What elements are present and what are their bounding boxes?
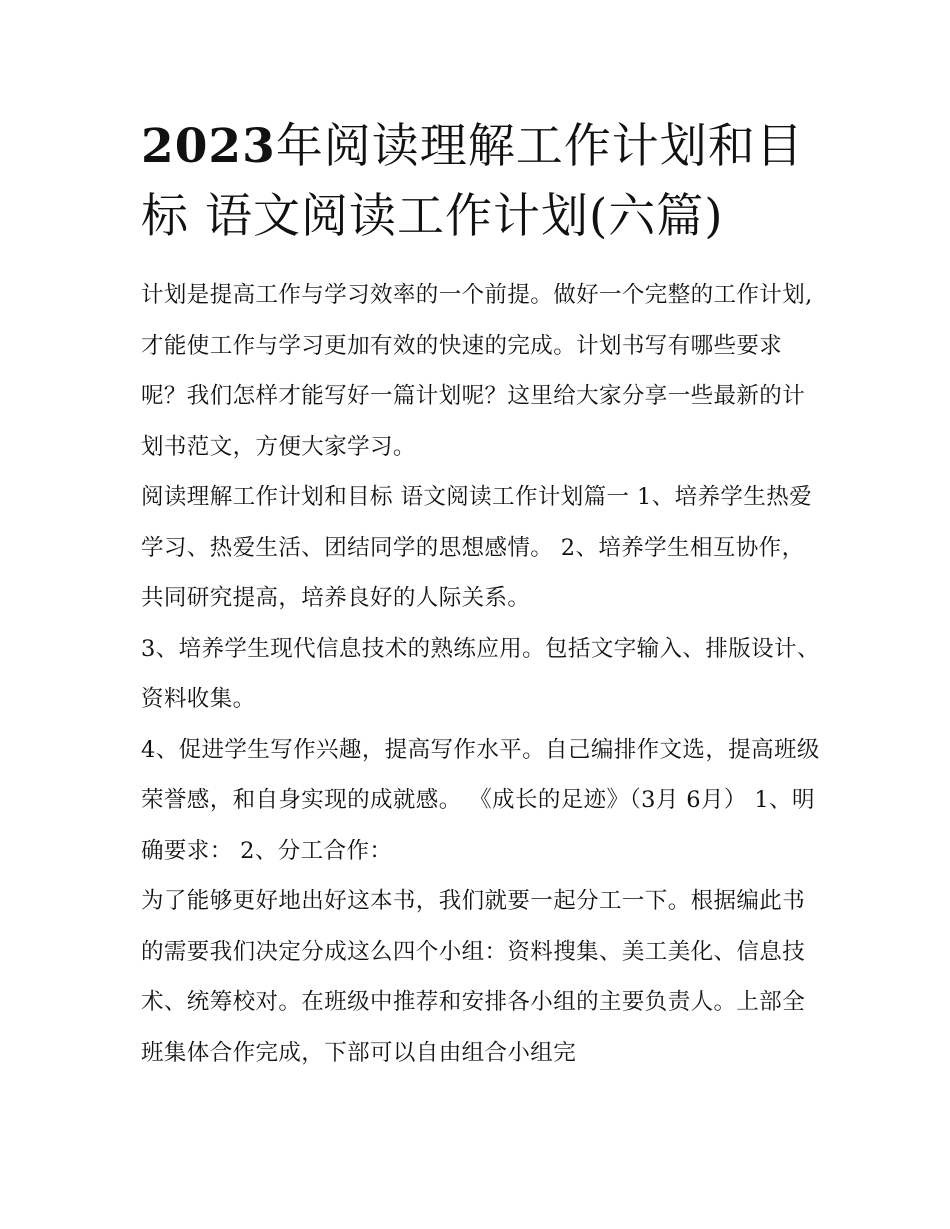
document-title: [141, 112, 821, 252]
title-text: 年阅读理解工作计划和目标 语文阅读工作计划(六篇): [141, 119, 804, 244]
paragraph-2: 3、培养学生现代信息技术的熟练应用。包括文字输入、排版设计、资料收集。: [141, 635, 820, 712]
paragraph-4: 为了能够更好地出好这本书，我们就要一起分工一下。根据编此书的需要我们决定分成这么四个小组：资料搜集、美工美化、信息技术、统筹校对。在班级中推荐和安排各小组的主要负责人。上部全班集体合作完成，下部可以自由组合小组完: [141, 888, 806, 1066]
paragraph-intro: 计划是提高工作与学习效率的一个前提。做好一个完整的工作计划,才能使工作与学习更加有效的快速的完成。计划书写有哪些要求呢？我们怎样才能写好一篇计划呢？这里给大家分享一些最新的计划书范文，方便大家学习。: [141, 282, 813, 460]
paragraph-1: 阅读理解工作计划和目标 语文阅读工作计划篇一 1、培养学生热爱学习、热爱生活、团结同学的思想感情。 2、培养学生相互协作，共同研究提高，培养良好的人际关系。: [141, 484, 813, 611]
title-year: 2023: [141, 119, 276, 174]
paragraph-3: 4、促进学生写作兴趣，提高写作水平。自己编排作文选，提高班级荣誉感，和自身实现的成就感。 《成长的足迹》（3月 6月） 1、明确要求： 2、分工合作：: [141, 736, 820, 864]
document-content: [141, 112, 821, 1078]
